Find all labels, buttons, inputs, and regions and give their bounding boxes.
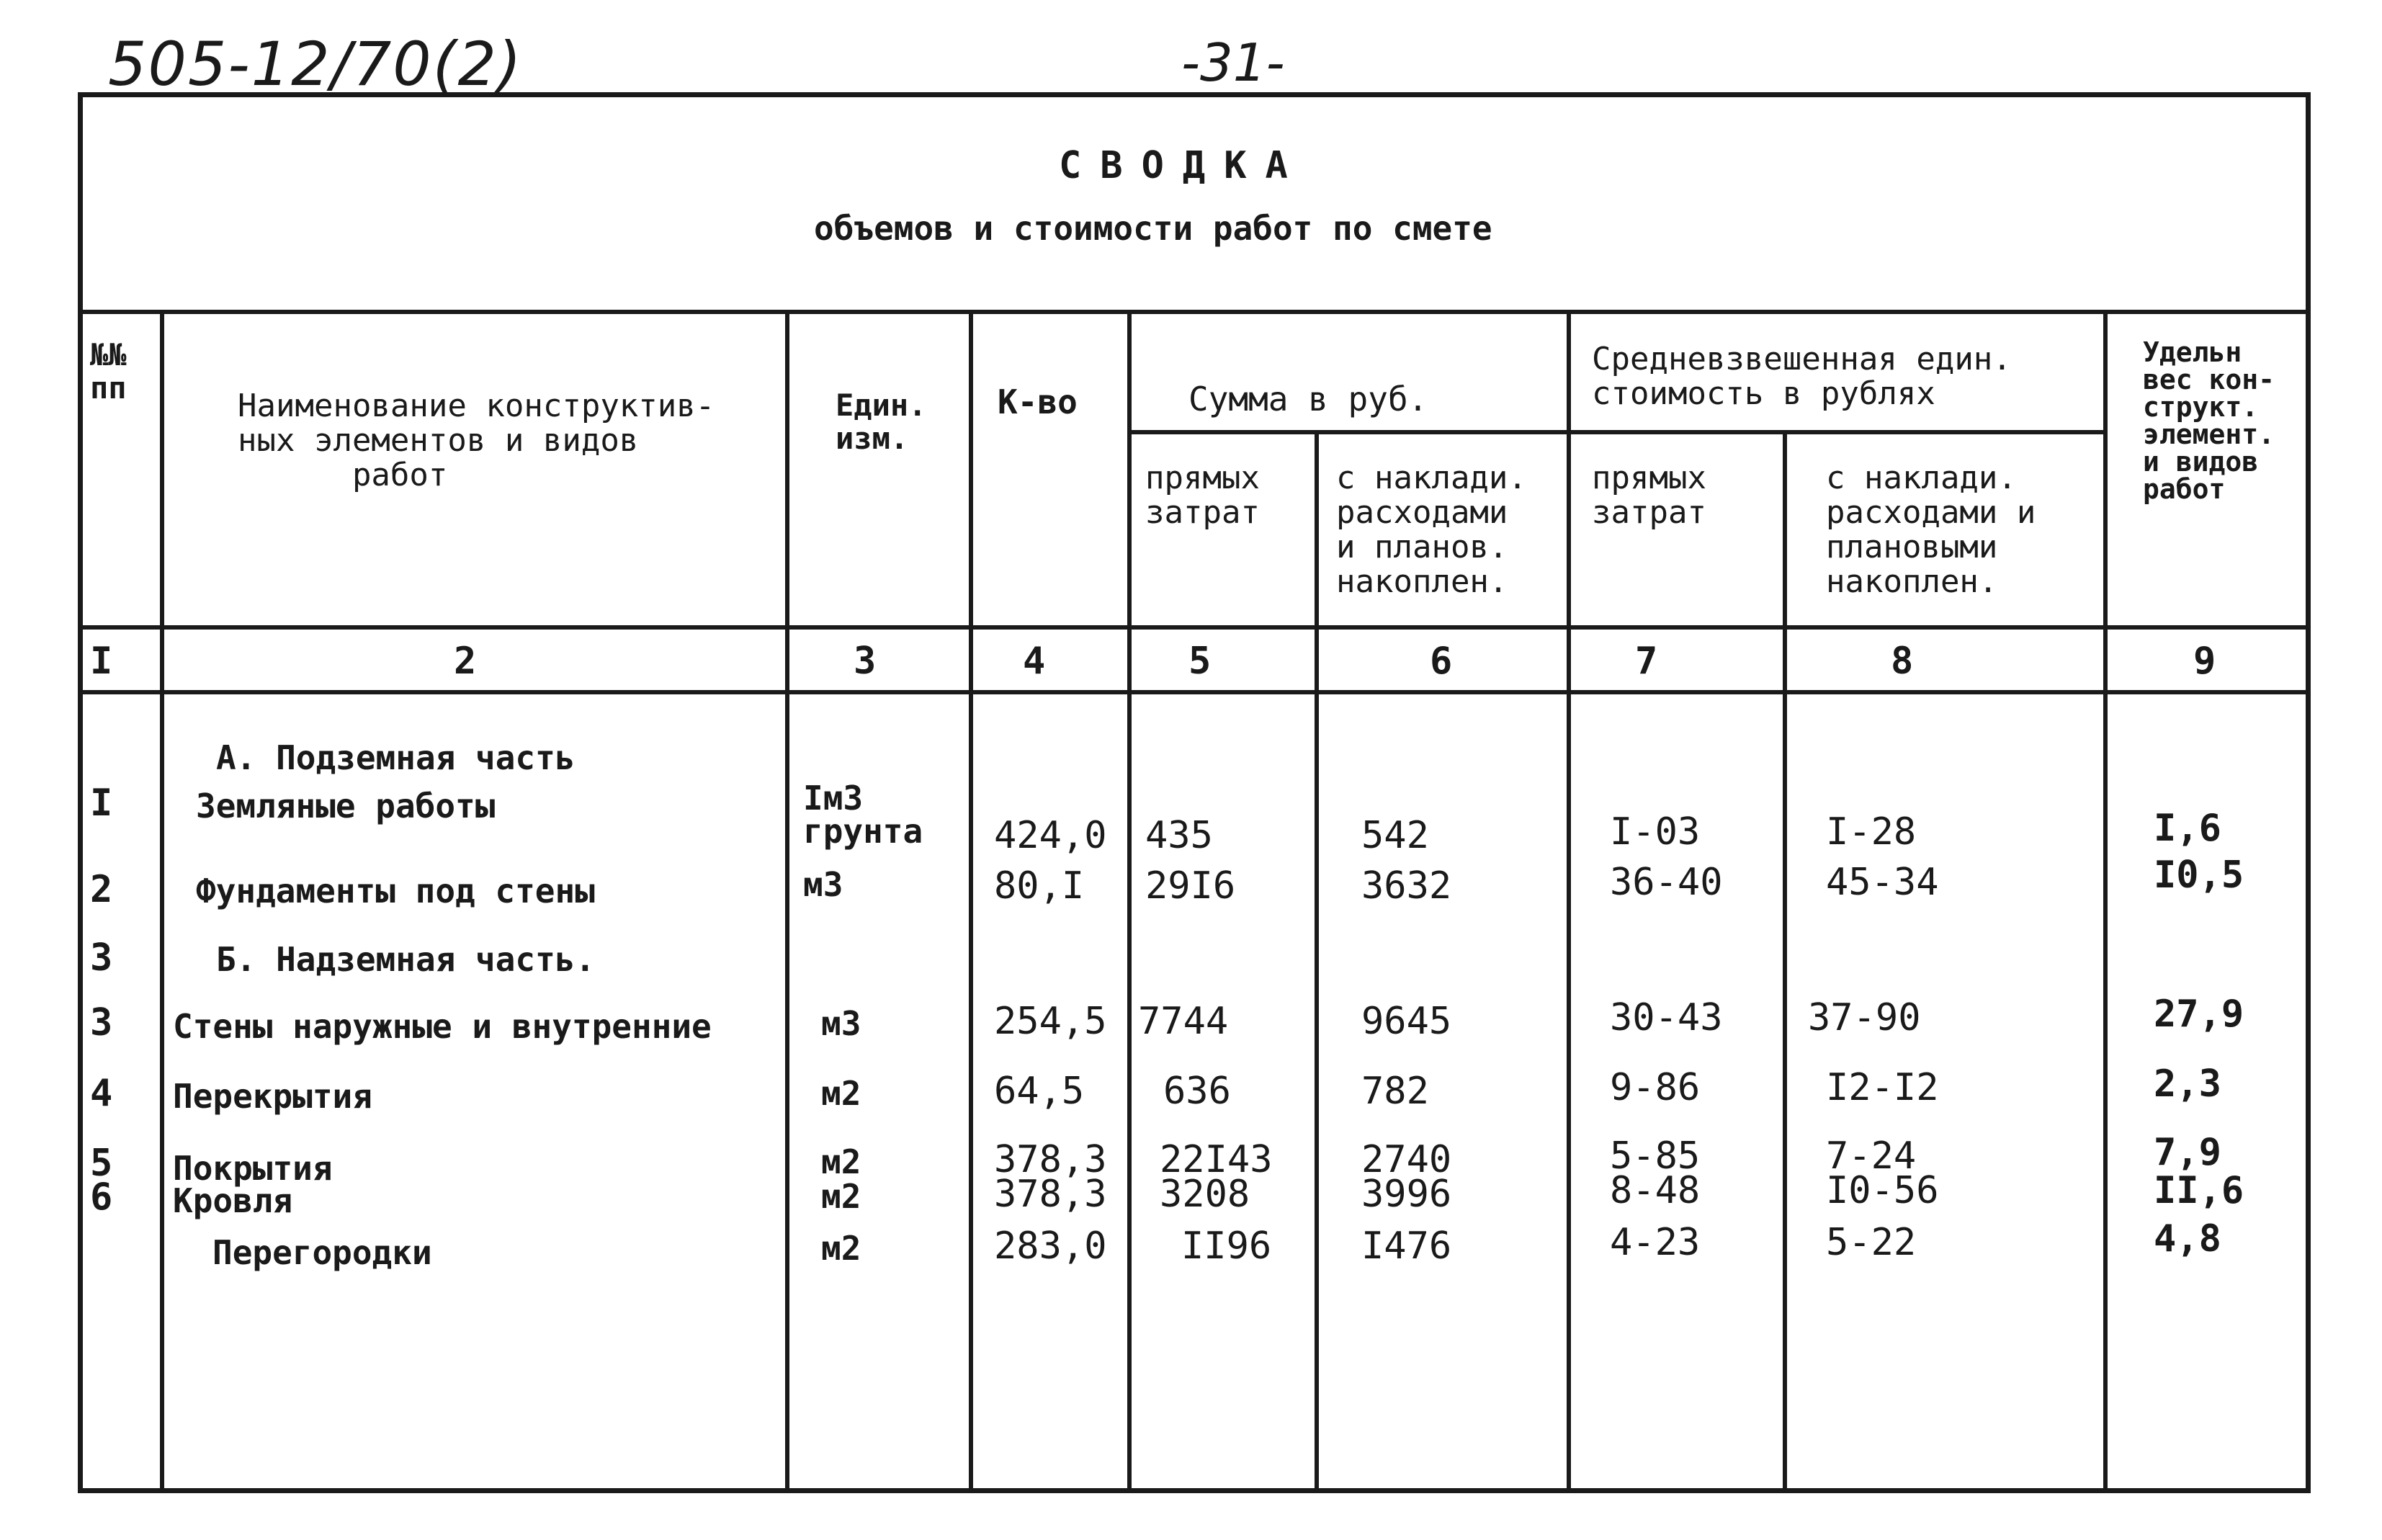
row-unit: м3 <box>821 1004 861 1043</box>
row-number: 6 <box>90 1176 113 1219</box>
row-direct-cost: II96 <box>1181 1225 1272 1268</box>
row-avg-overhead: 7-24 <box>1826 1134 1917 1178</box>
row-overhead-cost: 9645 <box>1361 1000 1452 1043</box>
table-subtitle: объемов и стоимости работ по смете <box>814 209 1492 248</box>
row-unit: м3 <box>803 865 843 904</box>
row-avg-direct: 4-23 <box>1610 1221 1701 1264</box>
row-number: I <box>90 782 113 825</box>
row-avg-overhead: I-28 <box>1826 810 1917 854</box>
row-avg-direct: 36-40 <box>1610 861 1723 904</box>
row-overhead-cost: 3996 <box>1361 1173 1452 1216</box>
row-name: Перегородки <box>212 1233 432 1272</box>
row-overhead-cost: 542 <box>1361 814 1429 857</box>
column-number-7: 7 <box>1635 640 1658 683</box>
row-direct-cost: 29I6 <box>1145 864 1236 908</box>
row-share: 2,3 <box>2154 1062 2221 1106</box>
section-underground: А. Подземная часть <box>216 738 576 777</box>
header-direct-cost: прямых затрат <box>1145 460 1260 531</box>
row-quantity: 378,3 <box>994 1138 1107 1181</box>
row-share: 27,9 <box>2154 993 2244 1036</box>
row-quantity: 283,0 <box>994 1225 1107 1268</box>
column-number-3: 3 <box>854 640 877 683</box>
row-number: 5 <box>90 1142 113 1185</box>
header-avg-direct: прямых затрат <box>1592 460 1706 531</box>
row-number: 3 <box>90 936 113 980</box>
row-avg-overhead: 45-34 <box>1826 861 1939 904</box>
column-number-9: 9 <box>2193 640 2216 683</box>
column-number-6: 6 <box>1430 640 1453 683</box>
section-aboveground: Б. Надземная часть. <box>216 940 596 979</box>
row-avg-overhead: I2-I2 <box>1826 1066 1939 1109</box>
column-number-4: 4 <box>1023 640 1046 683</box>
col-divider-1 <box>160 310 164 1493</box>
header-avg-overhead: с наклади. расходами и плановыми накоплен. <box>1826 460 2036 600</box>
col-divider-5 <box>1315 430 1319 1493</box>
row-unit: м2 <box>821 1142 861 1181</box>
col-divider-4 <box>1127 310 1132 1493</box>
row-name: Фундаменты под стены <box>196 872 595 910</box>
row-unit: м2 <box>821 1177 861 1216</box>
page-number: -31- <box>1181 32 1285 93</box>
col-divider-3 <box>969 310 973 1493</box>
row-unit: Iм3 грунта <box>803 779 923 851</box>
row-direct-cost: 636 <box>1163 1070 1231 1113</box>
row-avg-overhead: 37-90 <box>1808 996 1921 1039</box>
row-direct-cost: 22I43 <box>1160 1138 1273 1181</box>
row-overhead-cost: 2740 <box>1361 1138 1452 1181</box>
row-share: I,6 <box>2154 807 2221 850</box>
row-avg-overhead: I0-56 <box>1826 1169 1939 1212</box>
header-name: Наименование конструктив- ных элементов и видов работ <box>238 388 715 493</box>
row-avg-direct: 9-86 <box>1610 1066 1701 1109</box>
header-average-group: Средневзвешенная един. стоимость в рублях <box>1592 341 2012 412</box>
row-direct-cost: 7744 <box>1138 1000 1229 1043</box>
header-share: Удельн вес кон- структ. элемент. и видов работ <box>2143 336 2275 505</box>
row-avg-direct: 30-43 <box>1610 996 1723 1039</box>
header-quantity: К-во <box>998 382 1078 421</box>
row-overhead-cost: 782 <box>1361 1070 1429 1113</box>
column-number-8: 8 <box>1891 640 1914 683</box>
row-direct-cost: 435 <box>1145 814 1213 857</box>
column-number-2: 2 <box>454 640 477 683</box>
row-avg-direct: 5-85 <box>1610 1134 1701 1178</box>
document-code: 505-12/70(2) <box>108 29 523 99</box>
row-unit: м2 <box>821 1229 861 1268</box>
row-number: 2 <box>90 868 113 911</box>
title-divider <box>78 310 2311 314</box>
row-quantity: 424,0 <box>994 814 1107 857</box>
row-share: II,6 <box>2154 1169 2244 1212</box>
header-row-number: №№ пп <box>90 337 127 406</box>
row-name: Кровля <box>173 1181 293 1220</box>
row-name: Земляные работы <box>196 787 496 825</box>
column-number-5: 5 <box>1188 640 1212 683</box>
row-share: I0,5 <box>2154 854 2244 897</box>
column-number-divider <box>78 690 2311 694</box>
row-name: Стены наружные и внутренние <box>173 1007 712 1046</box>
row-quantity: 80,I <box>994 864 1085 908</box>
col-divider-7 <box>1783 430 1787 1493</box>
row-quantity: 378,3 <box>994 1173 1107 1216</box>
table-title: СВОДКА <box>1059 144 1307 187</box>
row-direct-cost: 3208 <box>1160 1173 1250 1216</box>
row-name: Перекрытия <box>173 1077 372 1116</box>
header-with-overhead: с наклади. расходами и планов. накоплен. <box>1336 460 1527 600</box>
row-overhead-cost: 3632 <box>1361 864 1452 908</box>
header-sum-group: Сумма в руб. <box>1188 380 1428 418</box>
row-share: 7,9 <box>2154 1131 2221 1174</box>
col-divider-6 <box>1567 310 1571 1493</box>
row-avg-direct: 8-48 <box>1610 1169 1701 1212</box>
row-unit: м2 <box>821 1074 861 1113</box>
header-divider <box>78 625 2311 630</box>
row-avg-overhead: 5-22 <box>1826 1221 1917 1264</box>
row-quantity: 64,5 <box>994 1070 1085 1113</box>
row-number: 4 <box>90 1072 113 1115</box>
row-share: 4,8 <box>2154 1217 2221 1261</box>
col-divider-2 <box>785 310 789 1493</box>
sum-subheader-divider <box>1129 430 2103 434</box>
row-quantity: 254,5 <box>994 1000 1107 1043</box>
row-name: Покрытия <box>173 1149 333 1188</box>
row-number: 3 <box>90 1001 113 1044</box>
col-divider-8 <box>2103 310 2108 1493</box>
header-unit: Един. изм. <box>836 388 927 456</box>
column-number-1: I <box>90 640 113 683</box>
row-overhead-cost: I476 <box>1361 1225 1452 1268</box>
row-avg-direct: I-03 <box>1610 810 1701 854</box>
